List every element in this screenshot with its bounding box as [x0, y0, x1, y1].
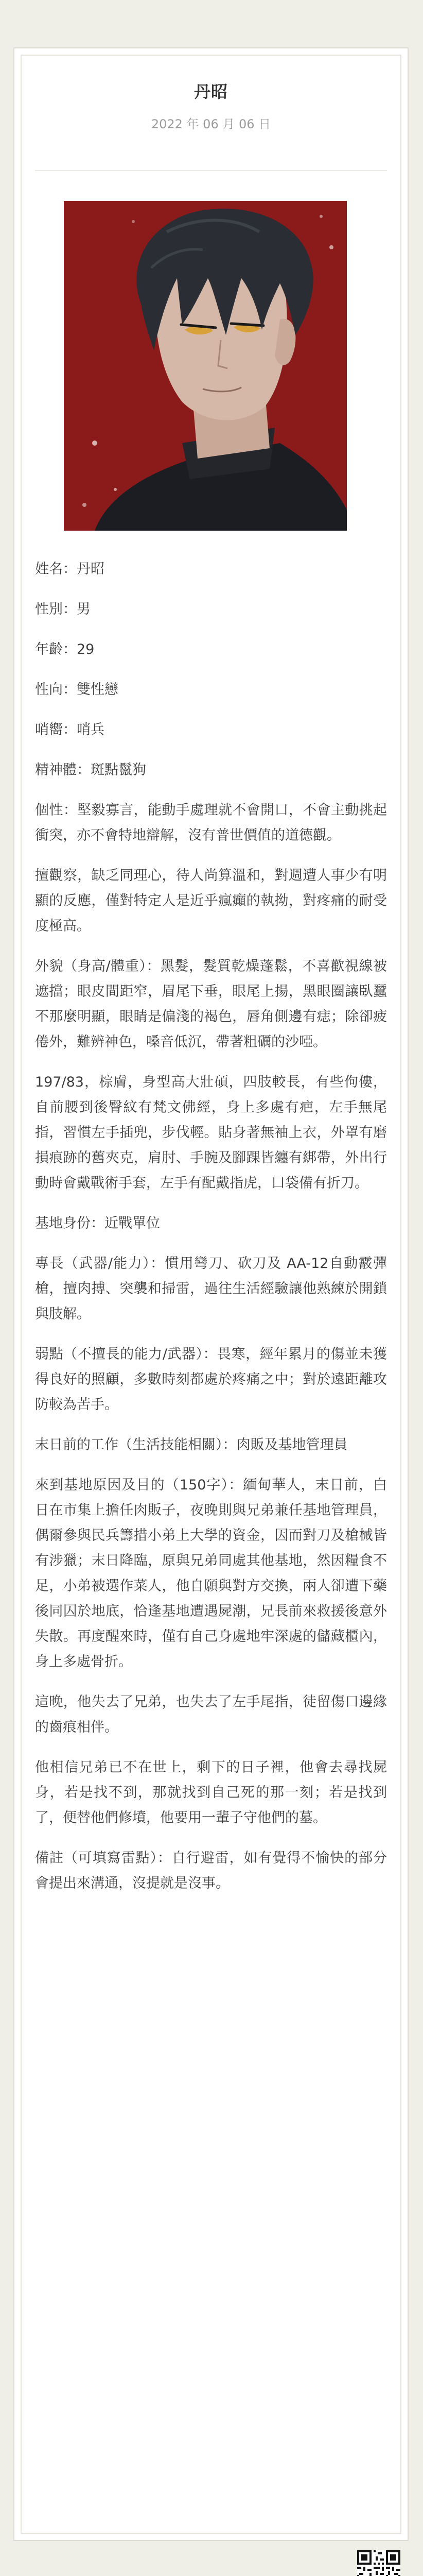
- field-notes: 備註（可填寫雷點）：自行避雷，如有覺得不愉快的部分會提出來溝通，沒提就是沒事。: [35, 1850, 387, 1891]
- field-pre-apocalypse-job: 末日前的工作（生活技能相關）：肉販及基地管理員: [35, 1437, 348, 1453]
- field-spirit-animal: 精神體：斑點鬣狗: [35, 762, 146, 778]
- field-backstory-goal: 他相信兄弟已不在世上，剩下的日子裡，他會去尋找屍身，若是找不到，那就找到自己死的那一刻；若是找到了，便替他們修墳，他要用一輩子守他們的墓。: [35, 1759, 387, 1826]
- header-divider: [35, 170, 387, 171]
- field-backstory: 來到基地原因及目的（150字）：緬甸華人，末日前，白日在市集上擔任肉販子，夜晚則與兄弟兼任基地管理員，偶爾參與民兵籌措小弟上大學的資金，因而對刀及槍械皆有涉獵；末日降臨，原與兄弟同處其他基地，然因糧食不足，小弟被選作菜人，他自願與對方交換，兩人卻遭下藥後同囚於地底，恰逢基地遭遇屍潮，兄長前來救援後意外失散。再度醒來時，僅有自己身處地牢深處的儲藏櫃內，身上多處骨折。: [35, 1477, 387, 1670]
- field-backstory-loss: 這晚，他失去了兄弟，也失去了左手尾指，徒留傷口邊緣的齒痕相伴。: [35, 1694, 387, 1735]
- field-personality: 個性：堅毅寡言，能動手處理就不會開口，不會主動挑起衝突，亦不會特地辯解，沒有普世價值的道德觀。: [35, 802, 387, 843]
- field-weakness: 弱點（不擅長的能力/武器）：畏寒，經年累月的傷並未獲得良好的照顧，多數時刻都處於疼痛之中；對於遠距離攻防較為苦手。: [35, 1346, 387, 1413]
- profile-content: [35, 556, 387, 1911]
- field-sentinel-guide: 哨嚮：哨兵: [35, 722, 104, 738]
- portrait-illustration: [64, 201, 347, 531]
- field-base-role: 基地身份：近戰單位: [35, 1215, 160, 1231]
- publish-date: 2022 年 06 月 06 日: [151, 117, 271, 131]
- header: [14, 79, 408, 133]
- field-orientation: 性向：雙性戀: [35, 682, 118, 698]
- field-appearance: 外貌（身高/體重）：黑髮，髮質乾燥蓬鬆，不喜歡視線被遮擋；眼皮間距窄，眉尾下垂，眼尾上揚，黑眼圈讓臥蠶不那麼明顯，眼睛是偏淺的褐色，唇角側邊有痣；除卻疲倦外，難辨神色，嗓音低沉，帶著粗礪的沙啞。: [35, 958, 387, 1050]
- profile-card: [13, 47, 409, 2541]
- field-age: 年齡：29: [35, 641, 95, 657]
- qr-code-icon: [357, 2550, 400, 2576]
- field-gender: 性別：男: [35, 601, 91, 617]
- field-personality-detail: 擅觀察，缺乏同理心，待人尚算溫和，對週遭人事少有明顯的反應，僅對特定人是近乎瘋癲的執拗，對疼痛的耐受度極高。: [35, 868, 387, 934]
- field-name: 姓名：丹昭: [35, 561, 104, 577]
- field-skills: 專長（武器/能力）：慣用彎刀、砍刀及 AA-12自動霰彈槍，擅肉搏、突襲和掃雷，過往生活經驗讓他熟練於開鎖與肢解。: [35, 1256, 387, 1322]
- field-physique: 197/83，棕膚，身型高大壯碩，四肢較長，有些佝僂，自前腰到後臀紋有梵文佛經，身上多處有疤，左手無尾指，習慣左手插兜，步伐輕。貼身著無袖上衣，外罩有磨損痕跡的舊夾克，肩肘、手腕及腳踝皆纏有綁帶，外出行動時會戴戰術手套，左手有配戴指虎，口袋備有折刀。: [35, 1074, 387, 1191]
- page-title: 丹昭: [193, 82, 228, 101]
- character-portrait: [64, 201, 347, 531]
